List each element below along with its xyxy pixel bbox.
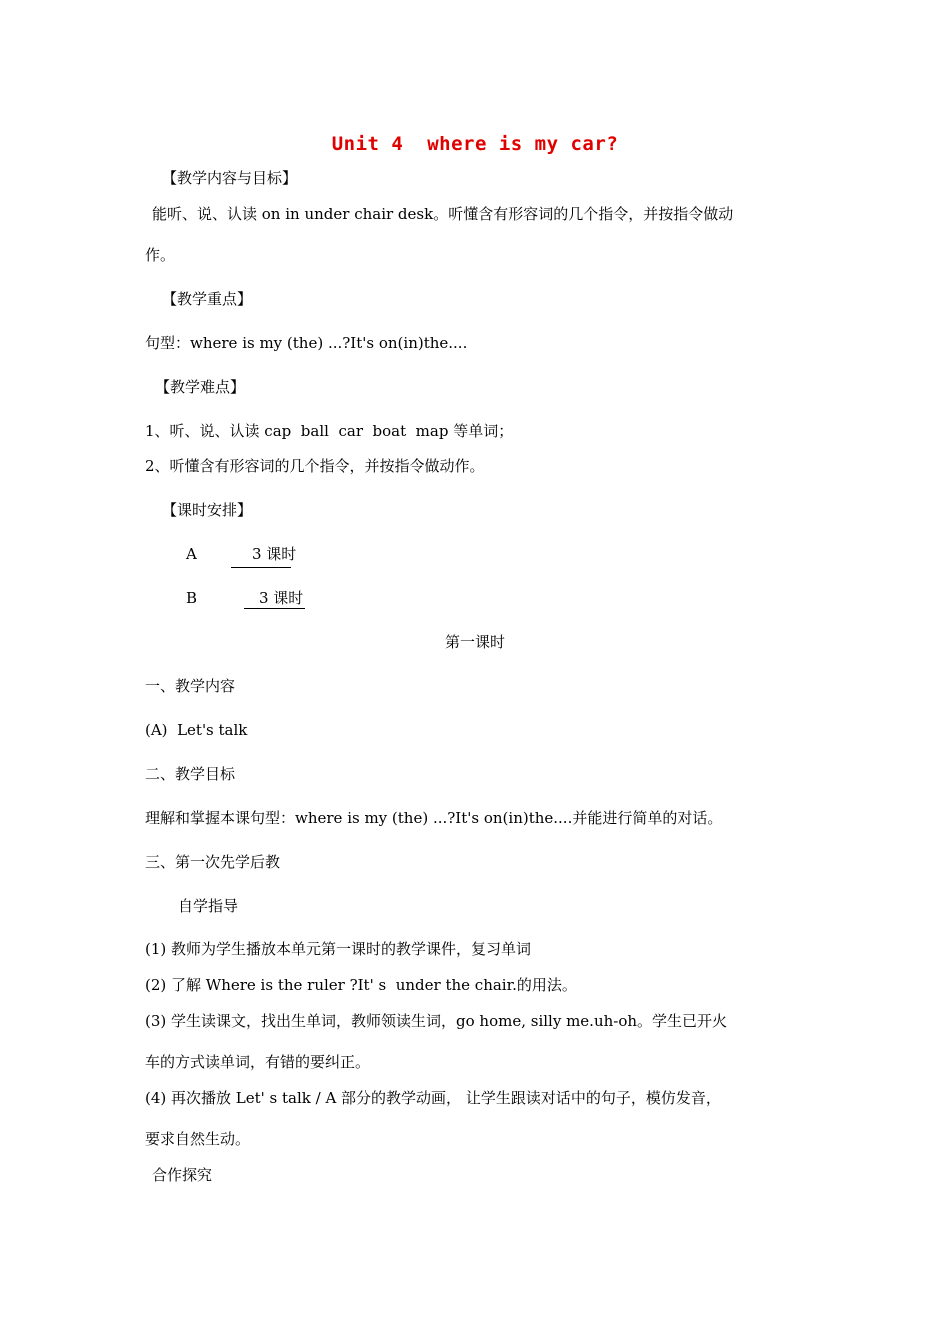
cooperation-heading: 合作探究: [152, 1166, 213, 1184]
key-points-line: 句型：where is my (the) ...?It's on(in)the....: [145, 334, 468, 352]
heading-schedule: 【课时安排】: [162, 501, 253, 519]
heading-key-points: 【教学重点】: [162, 290, 253, 308]
self-study-heading: 自学指导: [178, 897, 239, 915]
goals-line-1: 能听、说、认读 on in under chair desk。听懂含有形容词的几个指令，并按指令做动: [152, 205, 734, 223]
difficulty-line-2: 2、听懂含有形容词的几个指令，并按指令做动作。: [145, 457, 485, 475]
section-teaching-goals: 二、教学目标: [145, 765, 236, 783]
step-3-line-2: 车的方式读单词，有错的要纠正。: [145, 1053, 371, 1071]
schedule-a-letter: A: [186, 545, 197, 563]
goals-line-2: 作。: [145, 246, 176, 264]
section-teaching-content: 一、教学内容: [145, 677, 236, 695]
step-1: (1) 教师为学生播放本单元第一课时的教学课件，复习单词: [145, 940, 532, 958]
schedule-a-value: 3 课时: [252, 545, 297, 563]
teaching-content-item: (A) Let's talk: [145, 721, 248, 739]
section-first-round: 三、第一次先学后教: [145, 853, 281, 871]
lesson-title: 第一课时: [444, 633, 505, 651]
schedule-b-value: 3 课时: [259, 589, 304, 607]
document-title: Unit 4 where is my car?: [331, 133, 619, 155]
step-3-line-1: (3) 学生读课文，找出生单词，教师领读生词，go home, silly me.uh-oh。学生已开火: [145, 1012, 728, 1030]
heading-goals: 【教学内容与目标】: [162, 169, 298, 187]
schedule-b-letter: B: [186, 589, 198, 607]
step-4-line-1: (4) 再次播放 Let' s talk / A 部分的教学动画， 让学生跟读对话中的句子，模仿发音，: [145, 1089, 721, 1107]
step-4-line-2: 要求自然生动。: [145, 1130, 251, 1148]
teaching-goals-item: 理解和掌握本课句型：where is my (the) ...?It's on(in)the....并能进行简单的对话。: [145, 809, 723, 827]
schedule-b-underline: [244, 608, 305, 609]
step-2: (2) 了解 Where is the ruler ?It' s under the chair.的用法。: [145, 976, 577, 994]
difficulty-line-1: 1、听、说、认读 cap ball car boat map 等单词；: [145, 422, 514, 440]
schedule-a-underline: [231, 567, 291, 568]
heading-difficulties: 【教学难点】: [155, 378, 246, 396]
